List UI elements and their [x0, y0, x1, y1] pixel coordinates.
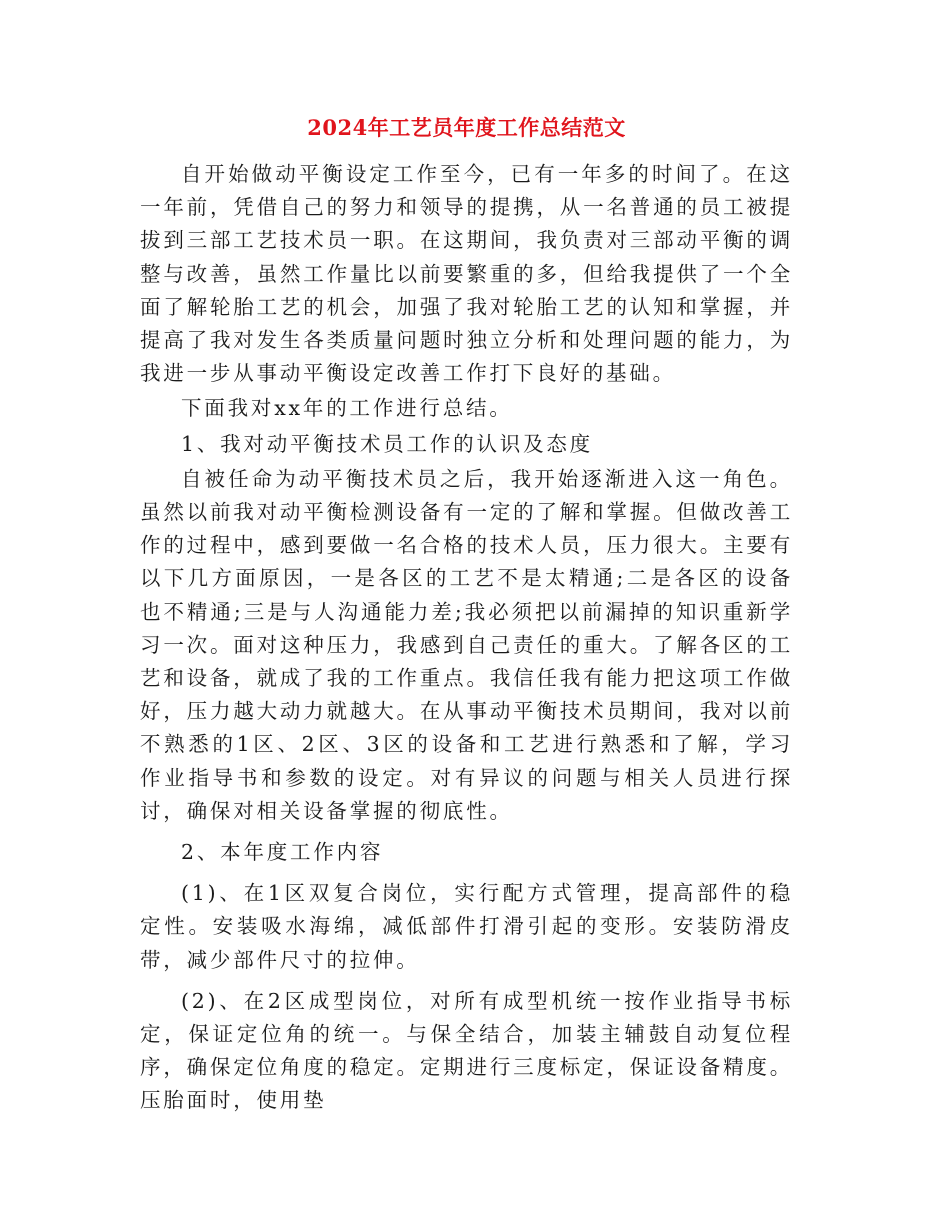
paragraph-intro: 自开始做动平衡设定工作至今，已有一年多的时间了。在这一年前，凭借自己的努力和领导的提携，从一名普通的员工被提拔到三部工艺技术员一职。在这期间，我负责对三部动平衡的调整与改善，虽然工作量比以前要繁重的多，但给我提供了一个全面了解轮胎工艺的机会，加强了我对轮胎工艺的认知和掌握，并提高了我对发生各类质量问题时独立分析和处理问题的能力，为我进一步从事动平衡设定改善工作打下良好的基础。: [140, 162, 793, 386]
section-heading-1: 1、我对动平衡技术员工作的认识及态度: [181, 431, 593, 456]
document-title: 2024年工艺员年度工作总结范文: [307, 115, 626, 140]
paragraph-summary-lead: 下面我对xx年的工作进行总结。: [181, 396, 513, 421]
paragraph-item-2: (2)、在2区成型岗位，对所有成型机统一按作业指导书标定，保证定位角的统一。与保全结合，加装主辅鼓自动复位程序，确保定位角度的稳定。定期进行三度标定，保证设备精度。压胎面时，使用垫: [140, 988, 793, 1113]
paragraph-section-1: 自被任命为动平衡技术员之后，我开始逐渐进入这一角色。虽然以前我对动平衡检测设备有一定的了解和掌握。但做改善工作的过程中，感到要做一名合格的技术人员，压力很大。主要有以下几方面原因，一是各区的工艺不是太精通;二是各区的设备也不精通;三是与人沟通能力差;我必须把以前漏掉的知识重新学习一次。面对这种压力，我感到自己责任的重大。了解各区的工艺和设备，就成了我的工作重点。我信任我有能力把这项工作做好，压力越大动力就越大。在从事动平衡技术员期间，我对以前不熟悉的1区、2区、3区的设备和工艺进行熟悉和了解，学习作业指导书和参数的设定。对有异议的问题与相关人员进行探讨，确保对相关设备掌握的彻底性。: [140, 466, 793, 823]
section-heading-2: 2、本年度工作内容: [181, 840, 384, 865]
paragraph-item-1: (1)、在1区双复合岗位，实行配方式管理，提高部件的稳定性。安装吸水海绵，减低部件打滑引起的变形。安装防滑皮带，减少部件尺寸的拉伸。: [140, 881, 793, 972]
